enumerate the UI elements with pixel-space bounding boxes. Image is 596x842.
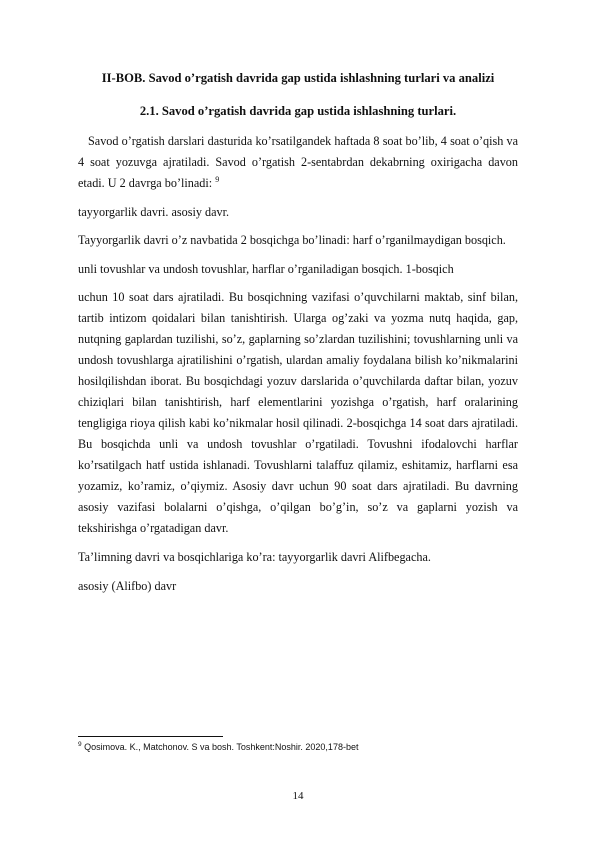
footnote — [78, 741, 518, 753]
paragraph-3: Tayyorgarlik davri o’z navbatida 2 bosqichga bo’linadi: harf o’rganilmaydigan bosqich. — [78, 233, 506, 248]
footnote-reference[interactable]: 9 — [215, 174, 220, 184]
paragraph-4: unli tovushlar va undosh tovushlar, harflar o’rganiladigan bosqich. 1-bosqich — [78, 261, 454, 276]
paragraph-1-text: Savod o’rgatish darslari dasturida ko’rsatilgandek haftada 8 soat bo’lib, 4 soat o’qish va 4 soat yozuvga ajratiladi. Savod o’rgatish 2-sentabrdan dekabrning oxirigacha davon etadi. U 2 davrga bo’linadi: — [78, 134, 518, 190]
page-number: 14 — [292, 790, 304, 802]
section-title: 2.1. Savod o’rgatish davrida gap ustida ishlashning turlari. — [139, 104, 457, 118]
body-text — [78, 131, 518, 604]
chapter-title: II-BOB. Savod o’rgatish davrida gap ustida ishlashning turlari va analizi — [101, 71, 495, 85]
paragraph-7: asosiy (Alifbo) davr — [78, 578, 177, 593]
footnote-separator — [78, 736, 223, 737]
paragraph-5: uchun 10 soat dars ajratiladi. Bu bosqichning vazifasi o’quvchilarni maktab, sinf bilan, tartib intizom qoidalari bilan tanishtirish. Ularga og’zaki va yozma nutq haqida, gap, nutqning gaplardan tuzilishi, so’z, gaplarning so’zlardan tuzilishini; tovushlarning unli va undosh tovushlarga ajratilishini o’rgatish, ulardan amaliy foydalana bilish ko’nikmalarini hosilqilishdan iborat. Bu bosqichdagi yozuv darslarida o’quvchilarda daftar bilan, yozuv chiziqlari bilan tanishtirish, harf elementlarini yozishga o’rgatish, harf oralarining tengligiga rioya qilish kabi ko’nikmalar hosil qilinadi. 2-bosqichga 14 soat dars ajratiladi. Bu bosqichda unli va undosh tovushlar o’rgatiladi. Tovushni ifodalovchi harflar ko’rsatilgach hatf ustida ishlanadi. Tovushlarni talaffuz qilamiz, eshitamiz, harflarni esa yozamiz, ko’ramiz, o’qiymiz. Asosiy davr uchun 90 soat dars ajratiladi. Bu davrning asosiy vazifasi bolalarni o’qishga, o’qilgan bo’g’in, so’z va gaplarni yozish va tekshirishga o’rgatadigan davr. — [78, 290, 518, 536]
paragraph-1 — [78, 131, 518, 194]
footnote-number: 9 — [78, 741, 82, 748]
footnote-text: Qosimova. K., Matchonov. S va bosh. Toshkent:Noshir. 2020,178-bet — [84, 742, 359, 752]
paragraph-6: Ta’limning davri va bosqichlariga ko’ra: tayyorgarlik davri Alifbegacha. — [78, 549, 431, 564]
paragraph-2: tayyorgarlik davri. asosiy davr. — [78, 204, 230, 219]
